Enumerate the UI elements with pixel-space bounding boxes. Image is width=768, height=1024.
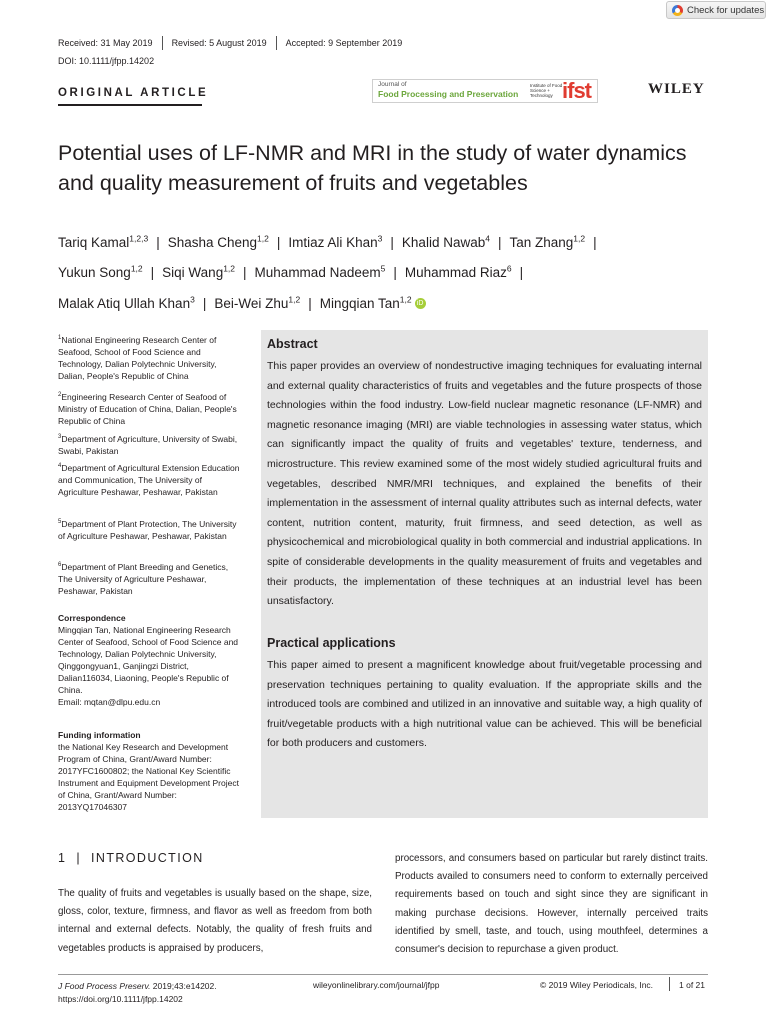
author[interactable]: Muhammad Riaz$^6$ bbox=[404, 263, 512, 280]
footer-website-link[interactable]: wileyonlinelibrary.com/journal/jfpp bbox=[313, 980, 440, 990]
footer-rule bbox=[58, 974, 708, 975]
article-type: ORIGINAL ARTICLE bbox=[58, 87, 209, 99]
journal-abbrev: J Food Process Preserv. bbox=[58, 981, 151, 991]
funding-heading: Funding information bbox=[58, 730, 141, 740]
author[interactable]: Siqi Wang$^{1,2}$ bbox=[162, 263, 236, 280]
article-type-underline bbox=[58, 104, 202, 106]
practical-applications-heading: Practical applications bbox=[267, 636, 396, 650]
page-number: 1 of 21 bbox=[679, 980, 705, 990]
author[interactable]: Tariq Kamal$^{1,2,3}$ bbox=[58, 233, 149, 250]
author[interactable]: Tan Zhang$^{1,2}$ bbox=[509, 233, 586, 250]
author[interactable]: Malak Atiq Ullah Khan$^3$ bbox=[58, 294, 195, 311]
divider bbox=[276, 36, 277, 50]
check-for-updates-button[interactable] bbox=[666, 1, 766, 19]
author[interactable]: Imtiaz Ali Khan$^3$ bbox=[288, 233, 383, 250]
footer-citation: J Food Process Preserv. 2019;43:e14202. https://doi.org/10.1111/jfpp.14202 bbox=[58, 981, 217, 1004]
correspondence bbox=[58, 612, 244, 708]
correspondence-email[interactable]: Email: mqtan@dlpu.edu.cn bbox=[58, 697, 161, 707]
journal-label: Journal of bbox=[378, 81, 407, 88]
journal-name: Food Processing and Preservation bbox=[378, 89, 519, 99]
funding-text: the National Key Research and Development Program of China, Grant/Award Number: 2017YFC1600802; the National Key Scientific Instrument and Equipment Development Project of China, Grant/Award Number: 2013YQ17046307 bbox=[58, 742, 239, 812]
ifst-logo: ifst bbox=[562, 78, 591, 103]
doi: DOI: 10.1111/jfpp.14202 bbox=[58, 56, 155, 66]
received-date: Received: 31 May 2019 bbox=[58, 38, 153, 48]
section-heading: 1 | INTRODUCTION bbox=[58, 851, 204, 865]
author[interactable]: Shasha Cheng$^{1,2}$ bbox=[167, 233, 269, 250]
affiliation: $^5$Department of Plant Protection, The University of Agriculture Peshawar, Peshawar, Pakistan bbox=[58, 518, 237, 541]
publisher-logo: WILEY bbox=[648, 81, 705, 97]
crossmark-icon bbox=[672, 5, 683, 16]
orcid-icon[interactable]: iD bbox=[415, 298, 426, 309]
accepted-date: Accepted: 9 September 2019 bbox=[285, 38, 403, 48]
intro-text-column-2: processors, and consumers based on particular but rarely distinct traits. Products availed to consumers need to conform to externally perceived requirements based on touch and sight since they are significant in making purchase decisions. However, internally perceived traits identified by smell, taste, and touch, using mouthfeel, determines a consumer's decision to repurchase a given product. bbox=[395, 853, 708, 956]
footer-doi-link[interactable]: https://doi.org/10.1111/jfpp.14202 bbox=[58, 994, 183, 1004]
intro-text-column-1: The quality of fruits and vegetables is usually based on the shape, size, gloss, color, texture, firmness, and flavor as well as freedom from both internal and external defects. Notably, the quality of fresh fruits and vegetables products is appraised by producers, bbox=[58, 888, 372, 954]
correspondence-text: Mingqian Tan, National Engineering Research Center of Seafood, School of Food Science and Technology, Dalian Polytechnic University, Qinggongyuan1, Ganjingzi District, Dalian116034, Liaoning, People's Republic of China. bbox=[58, 625, 239, 695]
check-for-updates-label: Check for updates bbox=[687, 4, 765, 16]
divider bbox=[669, 977, 670, 991]
divider bbox=[162, 36, 163, 50]
correspondence-heading: Correspondence bbox=[58, 613, 126, 623]
author[interactable]: Bei-Wei Zhu$^{1,2}$ bbox=[214, 294, 301, 311]
section-number: 1 bbox=[58, 851, 67, 865]
affiliation: $^6$Department of Plant Breeding and Genetics, The University of Agriculture Peshawar, Peshawar, Pakistan bbox=[58, 561, 229, 596]
footer-copyright: © 2019 Wiley Periodicals, Inc. bbox=[540, 980, 654, 990]
affiliation: $^4$Department of Agricultural Extension Education and Communication, The University of Agriculture Peshawar, Peshawar, Pakistan bbox=[58, 462, 240, 497]
institute-label: Institute of Food Science + Technology bbox=[530, 83, 563, 98]
funding-info bbox=[58, 729, 244, 813]
revised-date: Revised: 5 August 2019 bbox=[171, 38, 267, 48]
affiliation: $^2$Engineering Research Center of Seafood of Ministry of Education of China, Dalian, People's Republic of China bbox=[58, 391, 237, 426]
abstract-heading: Abstract bbox=[267, 337, 318, 351]
author[interactable]: Muhammad Nadeem$^5$ bbox=[254, 263, 386, 280]
abstract-text: This paper provides an overview of nondestructive imaging techniques for evaluating internal and external quality characteristics of fruits and vegetables and the future prospects of those technologies within the food industry. Low-field nuclear magnetic resonance (LF-NMR) and magnetic resonance imaging (MRI) are viable technologies in assessing water status, which can significantly impact the quality of fruits and vegetables' texture, tenderness, and microstructure. This review examined some of the most widely studied agricultural fruits and vegetables, described NMR/MRI techniques, and explained the benefits of their implementation in the assessment of internal quality attributes such as internal defects, water content, nutrition content, maturity, fruit firmness, and seed detection, as well as physicochemical and microbiological quality in both commercial and industrial applications. In spite of considerable developments in the quality measurement of fruits and vegetables and their products, the implementation of these techniques at an industrial level has been unsatisfactory. bbox=[267, 360, 702, 608]
author[interactable]: Khalid Nawab$^4$ bbox=[401, 233, 490, 250]
paper-title: Potential uses of LF-NMR and MRI in the study of water dynamics and quality measurement of fruits and vegetables bbox=[58, 141, 687, 195]
affiliation: $^1$National Engineering Research Center of Seafood, School of Food Science and Technology, Dalian Polytechnic University, Dalian, People's Republic of China bbox=[58, 334, 217, 381]
author[interactable]: Yukun Song$^{1,2}$ bbox=[58, 263, 143, 280]
author-list: Tariq Kamal$^{1,2,3}$ | Shasha Cheng$^{1,2}$ | Imtiaz Ali Khan$^3$ | Khalid Nawab$^4$ | Tan Zhang$^{1,2}$ | Yukun Song$^{1,2}$ | Siqi Wang$^{1,2}$ | Muhammad Nadeem$^5$ | Muhammad Riaz$^6$ | Malak Atiq Ullah Khan$^3$ | Bei-Wei Zhu$^{1,2}$ | Mingqian Tan$^{1,2}$ iD bbox=[58, 233, 597, 311]
practical-applications-text: This paper aimed to present a magnificent knowledge about fruit/vegetable processing and preservation techniques pertaining to quality evaluation. If the appropriate skills and the introduced tools are combined and utilized in an innovative and suitable way, a high quality of fruit/vegetable products with a high nutritional value can be achieved. This will be beneficial for both producers and customers. bbox=[267, 659, 702, 750]
article-dates bbox=[58, 36, 402, 50]
affiliation: $^3$Department of Agriculture, University of Swabi, Swabi, Pakistan bbox=[58, 433, 238, 456]
author[interactable]: Mingqian Tan$^{1,2}$ bbox=[319, 294, 412, 311]
section-title: INTRODUCTION bbox=[91, 851, 204, 865]
